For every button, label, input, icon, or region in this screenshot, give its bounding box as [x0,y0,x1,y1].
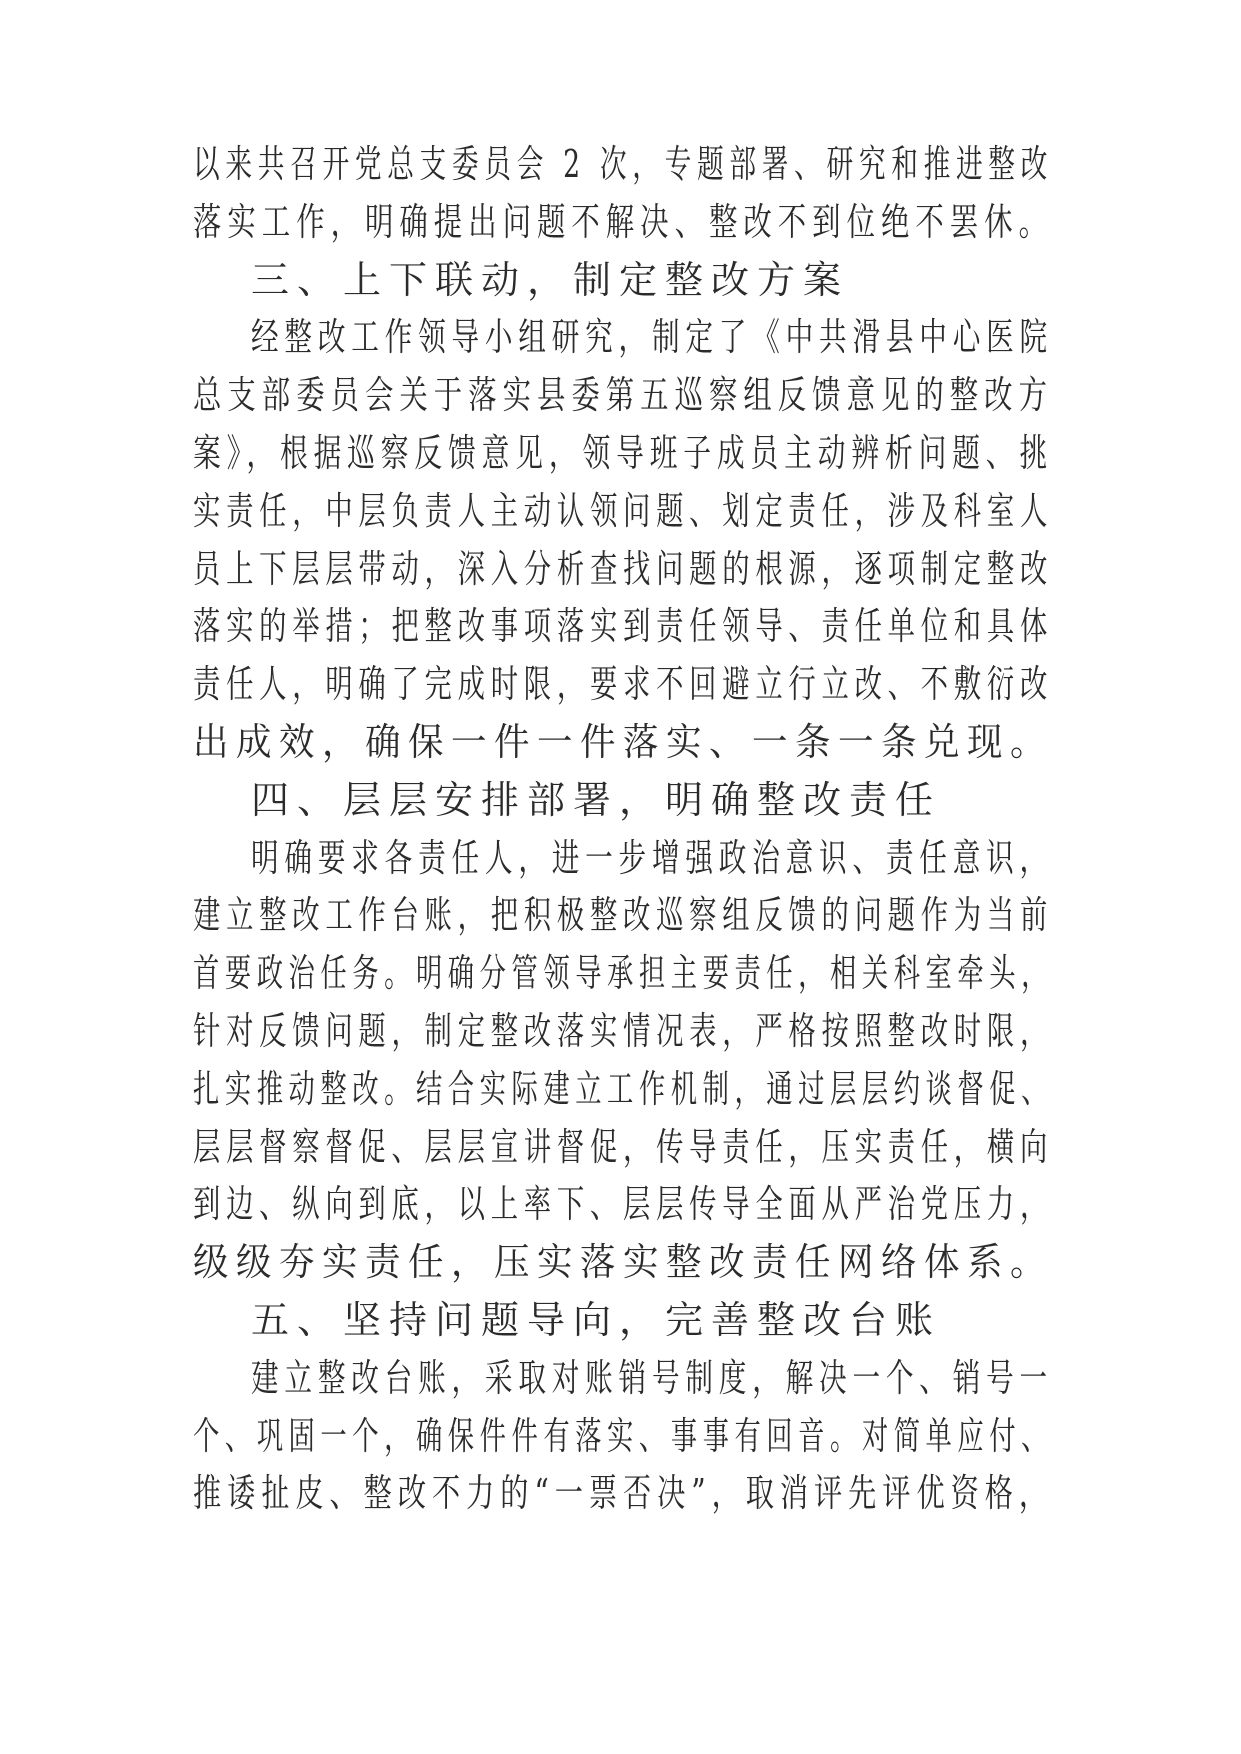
paragraph-line: 扎实推动整改。结合实际建立工作机制，通过层层约谈督促、 [193,1066,1053,1111]
section-heading [193,252,1053,310]
paragraph [193,136,1053,252]
paragraph-line: 落实工作，明确提出问题不解决、整改不到位绝不罢休。 [193,199,1053,244]
section-heading-text: 三、上下联动，制定整改方案 [251,257,850,302]
paragraph-line: 责任人，明确了完成时限，要求不回避立行立改、不敷衍改 [193,662,1054,707]
body-text [193,136,1053,1523]
paragraph [193,309,1053,771]
paragraph-line: 案》，根据巡察反馈意见，领导班子成员主动辨析问题、挑 [193,430,1054,475]
paragraph-line: 建立整改台账，采取对账销号制度，解决一个、销号一 [251,1355,1053,1400]
paragraph-line: 推诿扯皮、整改不力的“一票否决”，取消评先评优资格， [193,1471,1053,1516]
paragraph [193,830,1053,1292]
paragraph-line: 建立整改工作台账，把积极整改巡察组反馈的问题作为当前 [193,893,1054,938]
paragraph-line: 员上下层层带动，深入分析查找问题的根源，逐项制定整改 [193,546,1054,591]
paragraph-line: 总支部委员会关于落实县委第五巡察组反馈意见的整改方 [193,373,1053,418]
paragraph-line: 落实的举措；把整改事项落实到责任领导、责任单位和具体 [193,604,1054,649]
paragraph-line: 首要政治任务。明确分管领导承担主要责任，相关科室牵头， [193,951,1053,996]
section-heading [193,772,1053,830]
paragraph-line: 针对反馈问题，制定整改落实情况表，严格按照整改时限， [193,1008,1054,1053]
paragraph-line: 实责任，中层负责人主动认领问题、划定责任，涉及科室人 [193,488,1054,533]
paragraph-line: 以来共召开党总支委员会 2 次，专题部署、研究和推进整改 [193,142,1054,186]
paragraph-line: 经整改工作领导小组研究，制定了《中共滑县中心医院 [251,315,1053,360]
paragraph-line: 出成效，确保一件一件落实、一条一条兑现。 [193,719,1054,764]
paragraph-line: 个、巩固一个，确保件件有落实、事事有回音。对简单应付、 [193,1413,1053,1458]
section-heading [193,1292,1053,1350]
section-heading-text: 五、坚持问题导向，完善整改台账 [251,1297,942,1342]
paragraph [193,1350,1053,1523]
paragraph-line: 明确要求各责任人，进一步增强政治意识、责任意识， [251,835,1053,880]
paragraph-line: 到边、纵向到底，以上率下、层层传导全面从严治党压力， [193,1182,1054,1227]
paragraph-line: 级级夯实责任，压实落实整改责任网络体系。 [193,1240,1054,1285]
section-heading-text: 四、层层安排部署，明确整改责任 [251,777,942,822]
paragraph-line: 层层督察督促、层层宣讲督促，传导责任，压实责任，横向 [193,1124,1054,1169]
